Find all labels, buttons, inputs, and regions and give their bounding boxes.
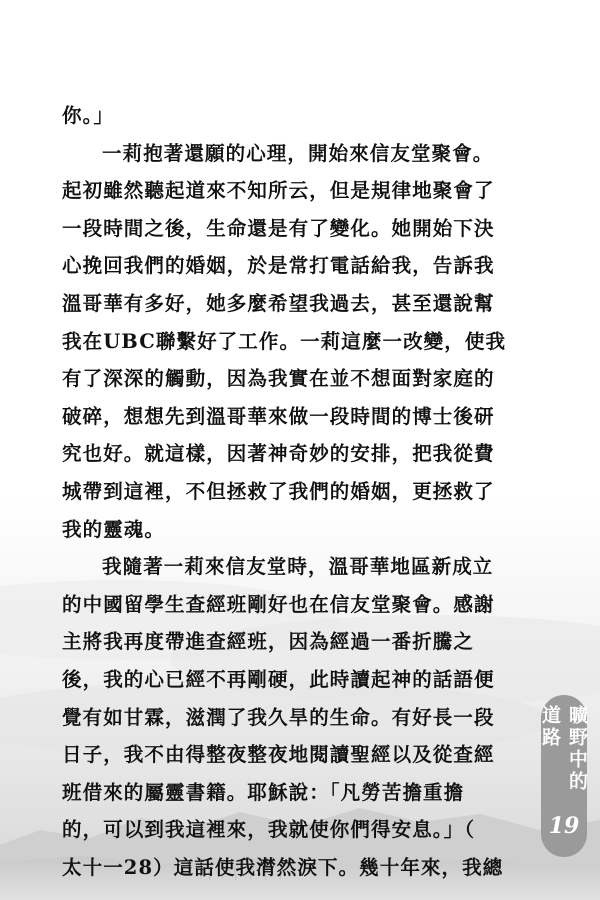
chapter-title: 曠野中的道路 <box>539 705 588 793</box>
text-line: 日子，我不由得整夜整夜地閱讀聖經以及從查經 <box>62 743 495 767</box>
text-line: 起初雖然聽起道來不知所云，但是規律地聚會了 <box>62 179 495 203</box>
text-line: 一段時間之後，生命還是有了變化。她開始下決 <box>62 216 495 240</box>
text-line: 後，我的心已經不再剛硬，此時讀起神的話語便 <box>62 667 495 691</box>
text-line: 你。」 <box>62 104 115 127</box>
text-line: 的中國留學生查經班剛好也在信友堂聚會。感謝 <box>62 592 495 616</box>
text-line: 破碎，想想先到溫哥華來做一段時間的博士後研 <box>62 404 495 428</box>
page-number: 19 <box>548 813 580 839</box>
text-line: 覺有如甘霖，滋潤了我久旱的生命。有好長一段 <box>62 705 495 729</box>
text-line: 我的靈魂。 <box>62 517 166 541</box>
text-line: 心挽回我們的婚姻，於是常打電話給我，告訴我 <box>62 254 495 278</box>
text-line: 城帶到這裡，不但拯救了我們的婚姻，更拯救了 <box>62 479 495 503</box>
text-line: 我在UBC聯繫好了工作。一莉這麼一改變，使我 <box>62 329 507 353</box>
text-line: 班借來的屬靈書籍。耶穌說：「凡勞苦擔重擔 <box>62 780 465 804</box>
text-line: 溫哥華有多好，她多麼希望我過去，甚至還說幫 <box>62 291 495 315</box>
text-line: 我隨著一莉來信友堂時，溫哥華地區新成立 <box>102 555 494 579</box>
chapter-tab <box>541 695 587 857</box>
text-line: 主將我再度帶進查經班，因為經過一番折騰之 <box>62 630 475 654</box>
text-line: 一莉抱著還願的心理，開始來信友堂聚會。 <box>102 141 494 165</box>
text-line: 有了深深的觸動，因為我實在並不想面對家庭的 <box>62 367 495 391</box>
text-line: 太十一28）這話使我潸然淚下。幾十年來，我總 <box>62 855 504 879</box>
text-line: 究也好。就這樣，因著神奇妙的安排，把我從費 <box>62 442 495 466</box>
text-line: 的，可以到我這裡來，我就使你們得安息。」（ <box>62 818 476 842</box>
body-text <box>62 97 532 886</box>
